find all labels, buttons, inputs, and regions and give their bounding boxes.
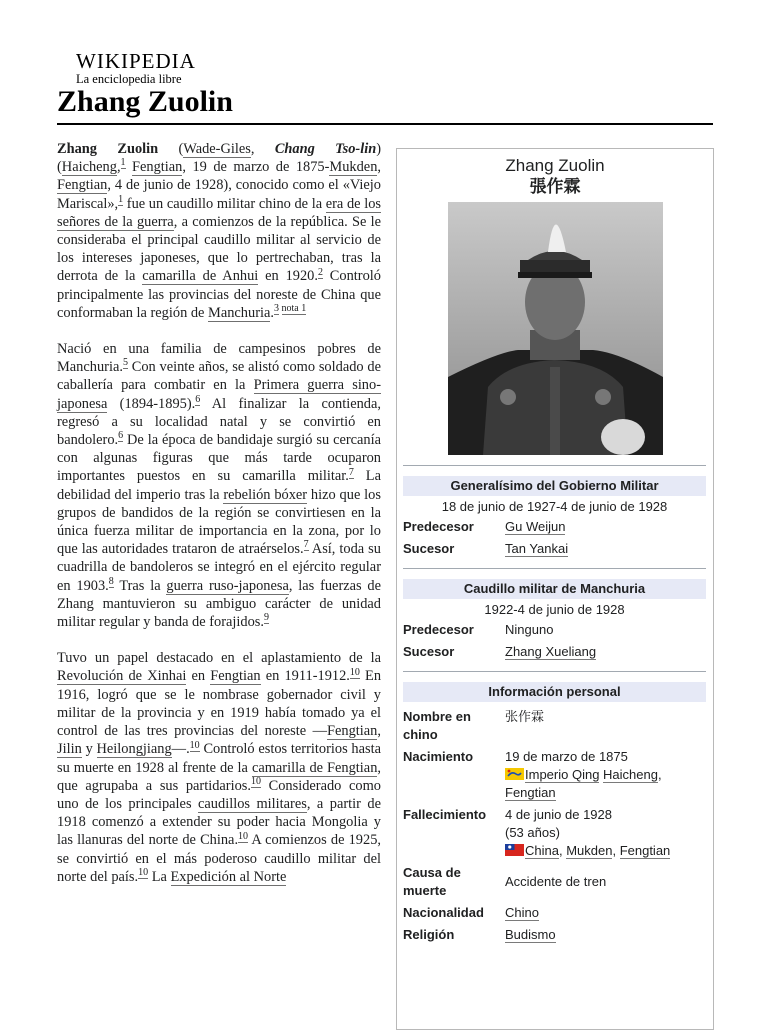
wikipedia-tagline: La enciclopedia libre: [76, 72, 182, 86]
text: Nació en una familia de campesinos pobres de Manchuria.: [57, 341, 381, 376]
row-sucesor: [403, 641, 706, 663]
ref: [350, 667, 360, 679]
text: ,: [116, 159, 121, 176]
row-label: Nombre en chino: [403, 709, 471, 742]
death-date: 4 de junio de 1928: [505, 807, 612, 822]
row-nacimiento: Nacimiento 19 de marzo de 1875 Imperio Qing Haicheng, Fengtian: [403, 746, 706, 804]
text: , que agrupaba a sus partidarios.: [57, 759, 381, 794]
row-nombre-chino: [403, 706, 706, 746]
text: Controló principalmente las provincias del noreste de China que conformaban la región de: [57, 268, 381, 321]
link-mukden[interactable]: Mukden: [329, 159, 378, 176]
row-label: Religión: [403, 927, 455, 942]
text: , a partir de 1918 comenzó a extender su poder hacia Mongolia y las llanuras del norte de China.: [57, 795, 382, 849]
text: ,: [250, 141, 275, 157]
ref-link[interactable]: 7: [303, 539, 309, 551]
death-age: (53 años): [505, 825, 560, 840]
link-zhang-xueliang[interactable]: Zhang Xueliang: [505, 644, 597, 659]
birth-date: 19 de marzo de 1875: [505, 749, 628, 764]
ref: [251, 776, 261, 788]
text: y: [81, 741, 97, 758]
link-era-senores-guerra[interactable]: era de los señores de la guerra: [57, 195, 381, 230]
ref-link[interactable]: 8: [108, 575, 114, 587]
ref: [190, 740, 200, 752]
link-haicheng[interactable]: Haicheng: [61, 159, 117, 176]
link-gu-weijun[interactable]: Gu Weijun: [505, 519, 566, 534]
row-fallecimiento: Fallecimiento 4 de junio de 1928 (53 años) China, Mukden, Fengtian: [403, 804, 706, 862]
link-fengtian[interactable]: Fengtian: [619, 843, 671, 858]
ref-link[interactable]: 10: [251, 775, 261, 787]
ref-link[interactable]: 10: [189, 739, 200, 751]
row-label: Causa de muerte: [403, 865, 461, 898]
infobox-name: Zhang Zuolin: [505, 156, 605, 175]
text: A comienzos de 1925, se convirtió en el más poderoso caudillo militar del norte del país.: [57, 832, 381, 885]
link-fengtian[interactable]: Fengtian: [57, 177, 108, 194]
infobox: [396, 148, 714, 1030]
ref-link[interactable]: 10: [349, 666, 360, 678]
ref: [121, 157, 126, 169]
paragraph-intro: [57, 140, 381, 322]
link-fengtian[interactable]: Fengtian: [505, 785, 556, 800]
link-revolucion-xinhai[interactable]: Revolución de Xinhai: [57, 668, 187, 685]
row-religion: [403, 924, 706, 946]
text: Así, toda su cuadrilla de bandoleros se integró en el ejército regular en 1903.: [57, 541, 381, 594]
link-wade-giles[interactable]: Wade-Giles: [183, 141, 251, 157]
text: fue un caudillo militar chino de la: [123, 195, 326, 212]
text: Con veinte años, se alistó como soldado de caballería para combatir en la: [57, 359, 381, 394]
row-value: 张作霖: [505, 709, 545, 724]
wade-giles-name: Chang Tso-lin: [274, 141, 377, 157]
text: ) (: [57, 141, 382, 176]
link-chino[interactable]: Chino: [505, 905, 539, 920]
row-label: Sucesor: [403, 541, 455, 556]
infobox-sections: [403, 465, 706, 946]
text: en: [186, 668, 211, 685]
link-china[interactable]: China: [525, 843, 559, 858]
link-expedicion-norte[interactable]: Expedición al Norte: [170, 868, 287, 885]
wikipedia-logo[interactable]: [76, 50, 236, 86]
row-value: Accidente de tren: [505, 874, 607, 889]
infobox-name-chinese: 張作霖: [529, 177, 581, 196]
link-fengtian[interactable]: Fengtian: [327, 723, 378, 740]
link-camarilla-anhui[interactable]: camarilla de Anhui: [142, 268, 259, 285]
page-title: Zhang Zuolin: [57, 85, 233, 118]
link-jilin[interactable]: Jilin: [57, 741, 82, 758]
ref-link[interactable]: 6: [195, 393, 201, 405]
wikipedia-wordmark: WIKIPEDIA: [76, 49, 196, 73]
text: (1894-1895).: [107, 395, 196, 412]
ref-link[interactable]: 9: [264, 612, 269, 624]
link-primera-guerra-sino-japonesa[interactable]: Primera guerra sino-japonesa: [57, 377, 381, 412]
ref: [138, 867, 148, 879]
text: La debilidad del imperio tras la: [57, 468, 381, 503]
text: en 1911-1912.: [260, 668, 350, 685]
text: La: [148, 868, 171, 885]
text: Tuvo un papel destacado en el aplastamiento de la: [57, 650, 381, 667]
link-imperio-qing[interactable]: Imperio Qing: [525, 767, 600, 782]
text: , 19 de marzo de 1875-: [182, 159, 330, 176]
row-causa-muerte: [403, 862, 706, 902]
row-label: Predecesor: [403, 519, 474, 534]
row-predecesor: [403, 619, 706, 641]
paragraph-early-life: [57, 340, 381, 631]
link-camarilla-fengtian[interactable]: camarilla de Fengtian: [251, 759, 378, 776]
section-dates: 1922-4 de junio de 1928: [484, 602, 625, 617]
ref-link[interactable]: 7: [348, 466, 354, 478]
ref-link[interactable]: 10: [238, 830, 249, 842]
section-header-personal: Información personal: [403, 682, 706, 702]
text: De la época de bandidaje surgió su cercanía con algunas figuras que más tarde ocuparon importantes puestos en su camarilla militar.: [57, 432, 381, 485]
ref: [274, 303, 306, 315]
ref-link[interactable]: 5: [122, 357, 128, 369]
text: Tras la: [113, 577, 167, 594]
link-heilongjiang[interactable]: Heilongjiang: [96, 741, 172, 758]
row-label: Nacimiento: [403, 749, 474, 764]
link-guerra-ruso-japonesa[interactable]: guerra ruso-japonesa: [166, 577, 289, 594]
link-tan-yankai[interactable]: Tan Yankai: [505, 541, 569, 556]
separator: [403, 671, 706, 672]
row-label: Nacionalidad: [403, 905, 484, 920]
ref-link[interactable]: 1: [118, 193, 124, 205]
link-fengtian[interactable]: Fengtian: [132, 159, 183, 176]
separator: [403, 465, 706, 466]
ref-link[interactable]: 2: [317, 266, 323, 278]
text: —.: [171, 741, 190, 758]
infobox-title: [397, 149, 713, 197]
row-value: Ninguno: [505, 622, 554, 637]
row-label: Sucesor: [403, 644, 455, 659]
text: , a comienzos de la república. Se le consideraba el principal caudillo militar al servicio de los intereses japoneses, que lo pertrechaban, tras la derrota de la: [57, 213, 382, 285]
roc-flag-icon: [505, 844, 524, 856]
subject-name: Zhang Zuolin: [57, 141, 159, 157]
link-haicheng[interactable]: Haicheng: [603, 767, 658, 782]
section-dates: 18 de junio de 1927-4 de junio de 1928: [441, 499, 668, 514]
text: Al finalizar la contienda, regresó a su localidad natal y se convirtió en bandolero.: [57, 395, 381, 449]
text: .: [270, 304, 274, 321]
section-header-generalisimo: Generalísimo del Gobierno Militar: [403, 476, 706, 496]
row-sucesor: [403, 538, 706, 560]
note-link[interactable]: nota 1: [281, 303, 307, 315]
ref: [238, 831, 248, 843]
ref-link[interactable]: 6: [118, 430, 124, 442]
link-mukden[interactable]: Mukden: [566, 843, 613, 858]
article-body: [57, 140, 381, 904]
qing-flag-icon: [505, 768, 524, 780]
row-predecesor: [403, 516, 706, 538]
separator: [403, 568, 706, 569]
link-manchuria[interactable]: Manchuria: [208, 304, 271, 321]
section-header-caudillo: Caudillo militar de Manchuria: [403, 579, 706, 599]
text: Controló estos territorios hasta su muerte en 1928 al frente de la: [57, 741, 382, 776]
row-label: Predecesor: [403, 622, 474, 637]
text: En 1916, logró que se le nombrase gobernador civil y militar de la provincia y en 1919 había tomado ya el control de las tres provincias del noreste —: [57, 668, 382, 740]
row-label: Fallecimiento: [403, 807, 487, 822]
link-rebelion-boxer[interactable]: rebelión bóxer: [223, 486, 308, 503]
text: , las fuerzas de Zhang mantuvieron su ambiguo carácter de unidad militar regular y banda de forajidos.: [57, 577, 381, 631]
ref: [264, 612, 269, 624]
ref-link[interactable]: 3: [274, 303, 279, 315]
title-divider: [57, 123, 713, 125]
link-budismo[interactable]: Budismo: [505, 927, 556, 942]
portrait-photo[interactable]: [448, 202, 663, 455]
paragraph-career: [57, 649, 381, 886]
text: Considerado como uno de los principales: [57, 777, 381, 812]
text: en 1920.: [258, 268, 318, 285]
text: , 4 de junio de 1928), conocido como el «Viejo Mariscal»,: [57, 177, 381, 212]
ref-link[interactable]: 10: [138, 866, 149, 878]
text: (: [158, 141, 184, 157]
text: ,: [377, 723, 381, 740]
text: ,: [377, 159, 381, 176]
ref-link[interactable]: 1: [120, 157, 126, 169]
row-nacionalidad: [403, 902, 706, 924]
link-caudillos-militares[interactable]: caudillos militares: [198, 795, 307, 812]
text: hizo que los grupos de bandidos de la región se convirtiesen en la única fuerza militar de importancia en la zona, por lo que las autoridades trataron de atraérselos.: [57, 486, 381, 558]
link-fengtian[interactable]: Fengtian: [210, 668, 261, 685]
